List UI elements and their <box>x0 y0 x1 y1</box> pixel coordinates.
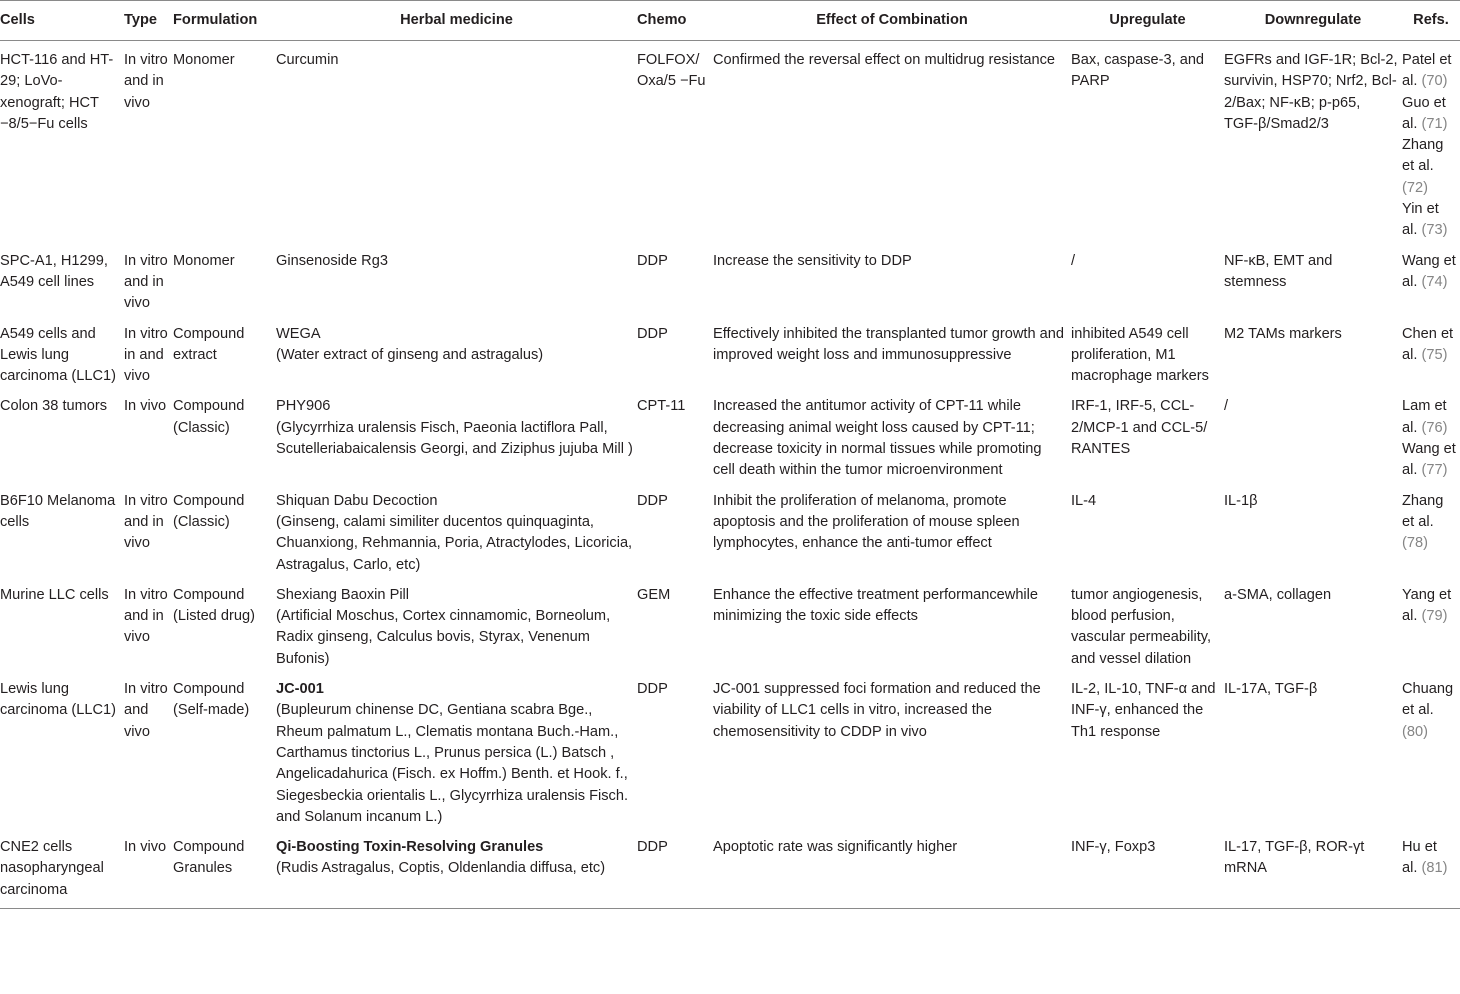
ref-author: Wang et al. <box>1402 252 1456 290</box>
header-type: Type <box>124 1 173 41</box>
cell-refs <box>1402 482 1460 576</box>
herbal-name: Qi-Boosting Toxin-Resolving Granules <box>276 839 544 856</box>
cell-formulation: Compound Granules <box>173 828 276 908</box>
ref-entry <box>1402 396 1456 439</box>
header-herbal-medicine: Herbal medicine <box>276 1 637 41</box>
cell-upregulate: IL-2, IL-10, TNF-α and INF-γ, enhanced the Th1 response <box>1071 681 1216 740</box>
ref-author: Patel et al. <box>1402 52 1452 90</box>
cell-effect: Confirmed the reversal effect on multidrug resistance <box>713 52 1056 68</box>
ref-number-link[interactable]: (80) <box>1402 723 1428 740</box>
cell-downregulate: IL-17A, TGF-β <box>1224 681 1318 698</box>
cell-upregulate: inhibited A549 cell proliferation, M1 macrophage markers <box>1071 325 1209 385</box>
cell-formulation: Monomer <box>173 252 235 269</box>
table-row <box>0 576 1460 670</box>
cell-type: In vitro and in vivo <box>124 586 168 646</box>
cell-herbal-medicine <box>276 242 637 315</box>
herbal-name: WEGA <box>276 325 321 342</box>
cell-upregulate: IL-4 <box>1071 492 1097 509</box>
table-header-row <box>0 1 1460 41</box>
cell-type: In vivo <box>124 828 173 908</box>
cell-effect: JC-001 suppressed foci formation and reduced the viability of LLC1 cells in vitro, increased the chemosensitivity to CDDP in vivo <box>713 681 1041 740</box>
cell-chemo: DDP <box>637 492 668 509</box>
cell-herbal-medicine <box>276 482 637 576</box>
cell-effect: Increase the sensitivity to DDP <box>713 252 912 269</box>
ref-author: Yin et al. <box>1402 201 1439 239</box>
cell-upregulate: / <box>1071 252 1076 269</box>
herbal-detail: (Rudis Astragalus, Coptis, Oldenlandia diffusa, etc) <box>276 860 606 877</box>
cell-refs <box>1402 387 1460 481</box>
ref-entry <box>1402 251 1456 294</box>
cell-herbal-medicine <box>276 670 637 828</box>
ref-entry <box>1402 439 1456 482</box>
ref-author: Chen et al. <box>1402 325 1454 363</box>
cell-chemo: DDP <box>637 828 713 908</box>
herbal-detail: (Water extract of ginseng and astragalus) <box>276 346 544 363</box>
cell-chemo: DDP <box>637 681 668 698</box>
cell-refs <box>1402 576 1460 670</box>
cell-herbal-medicine <box>276 41 637 242</box>
cell-herbal-medicine <box>276 828 637 908</box>
ref-entry <box>1402 324 1456 367</box>
herbal-detail: (Ginseng, calami similiter ducentos quinquaginta, Chuanxiong, Rehmannia, Poria, Atractylodes, Licoricia, Astragalus, Carlo, etc) <box>276 513 633 573</box>
cell-formulation: Compound (Listed drug) <box>173 586 255 625</box>
ref-number-link[interactable]: (78) <box>1402 535 1428 552</box>
cell-cells: B6F10 Melanoma cells <box>0 492 116 530</box>
cell-formulation: Compound (Classic) <box>173 398 245 436</box>
cell-chemo: DDP <box>637 252 668 269</box>
ref-author: Guo et al. <box>1402 94 1446 132</box>
herbal-name: Shexiang Baoxin Pill <box>276 586 410 603</box>
header-cells: Cells <box>0 1 124 41</box>
cell-refs <box>1402 315 1460 388</box>
cell-refs <box>1402 242 1460 315</box>
cell-upregulate: IRF-1, IRF-5, CCL-2/MCP-1 and CCL-5/ RANTES <box>1071 398 1208 458</box>
herbal-name: Curcumin <box>276 52 339 68</box>
ref-author: Yang et al. <box>1402 586 1452 625</box>
ref-entry <box>1402 491 1456 555</box>
cell-type: In vitro and in vivo <box>124 252 168 312</box>
cell-chemo: CPT-11 <box>637 398 686 415</box>
cell-type: In vitro in and vivo <box>124 325 168 385</box>
herbal-detail: (Artificial Moschus, Cortex cinnamomic, Borneolum, Radix ginseng, Calculus bovis, Styrax, Venenum Bufonis) <box>276 608 611 667</box>
cell-downregulate: EGFRs and IGF-1R; Bcl-2, survivin, HSP70; Nrf2, Bcl-2/Bax; NF-κB; p-p65, TGF-β/Smad2/3 <box>1224 52 1398 132</box>
cell-downregulate: IL-1β <box>1224 492 1258 509</box>
cell-herbal-medicine <box>276 387 637 481</box>
cell-effect: Effectively inhibited the transplanted tumor growth and improved weight loss and immunosuppressive <box>713 325 1064 363</box>
ref-entry <box>1402 50 1456 93</box>
table-row <box>0 482 1460 576</box>
cell-type: In vitro and in vivo <box>124 52 168 111</box>
ref-number-link[interactable]: (75) <box>1421 346 1448 363</box>
cell-formulation: Compound (Classic) <box>173 492 245 530</box>
header-chemo: Chemo <box>637 1 713 41</box>
ref-entry <box>1402 199 1456 242</box>
cell-cells: CNE2 cells nasopharyngeal carcinoma <box>0 828 124 908</box>
cell-herbal-medicine <box>276 315 637 388</box>
ref-author: Chuang et al. <box>1402 681 1454 719</box>
cell-downregulate: / <box>1224 398 1229 415</box>
cell-type: In vivo <box>124 398 167 415</box>
herbal-name: JC-001 <box>276 681 324 698</box>
ref-number-link[interactable]: (81) <box>1421 860 1448 877</box>
table-row <box>0 387 1460 481</box>
ref-entry <box>1402 585 1456 628</box>
cell-effect: Inhibit the proliferation of melanoma, promote apoptosis and the proliferation of mouse spleen lymphocytes, enhance the anti-tumor effect <box>713 492 1020 552</box>
table-row <box>0 315 1460 388</box>
ref-author: Zhang et al. <box>1402 137 1444 175</box>
cell-herbal-medicine <box>276 576 637 670</box>
cell-upregulate: tumor angiogenesis, blood perfusion, vascular permeability, and vessel dilation <box>1071 586 1212 667</box>
ref-entry <box>1402 93 1456 136</box>
cell-downregulate: a-SMA, collagen <box>1224 586 1332 603</box>
cell-chemo: FOLFOX/ Oxa/5 −Fu <box>637 52 706 90</box>
ref-author: Wang et al. <box>1402 441 1456 479</box>
table-row <box>0 242 1460 315</box>
cell-cells: HCT-116 and HT-29; LoVo-xenograft; HCT −8/5−Fu cells <box>0 52 114 132</box>
ref-number-link[interactable]: (72) <box>1402 179 1428 196</box>
cell-type: In vitro and vivo <box>124 681 168 740</box>
herbal-name: Ginsenoside Rg3 <box>276 252 388 269</box>
cell-upregulate: INF-γ, Foxp3 <box>1071 828 1224 908</box>
ref-entry <box>1402 837 1456 880</box>
cell-downregulate: M2 TAMs markers <box>1224 325 1342 342</box>
cell-cells: Colon 38 tumors <box>0 398 108 415</box>
header-upregulate: Upregulate <box>1071 1 1224 41</box>
herbal-name: PHY906 <box>276 398 331 415</box>
herbal-detail: (Glycyrrhiza uralensis Fisch, Paeonia lactiflora Pall, Scutelleriabaicalensis Georgi, and Ziziphus jujuba Mill ) <box>276 419 633 458</box>
ref-entry <box>1402 679 1456 743</box>
ref-number-link[interactable]: (70) <box>1421 73 1448 90</box>
ref-number-link[interactable]: (73) <box>1421 222 1448 239</box>
cell-formulation: Compound (Self-made) <box>173 681 250 719</box>
cell-cells: SPC-A1, H1299, A549 cell lines <box>0 252 108 290</box>
table-row <box>0 41 1460 242</box>
header-downregulate: Downregulate <box>1224 1 1402 41</box>
header-refs: Refs. <box>1402 1 1460 41</box>
table-body <box>0 41 1460 909</box>
cell-chemo: GEM <box>637 586 671 603</box>
header-effect: Effect of Combination <box>713 1 1071 41</box>
cell-refs <box>1402 41 1460 242</box>
ref-entry <box>1402 135 1456 199</box>
ref-number-link[interactable]: (71) <box>1421 115 1448 132</box>
header-formulation: Formulation <box>173 1 276 41</box>
cell-refs <box>1402 670 1460 828</box>
cell-downregulate: NF-κB, EMT and stemness <box>1224 252 1333 290</box>
ref-author: Zhang et al. <box>1402 492 1444 530</box>
cell-cells: Lewis lung carcinoma (LLC1) <box>0 681 116 719</box>
ref-number-link[interactable]: (79) <box>1421 608 1448 625</box>
cell-chemo: DDP <box>637 325 668 342</box>
cell-refs <box>1402 828 1460 908</box>
cell-downregulate: IL-17, TGF-β, ROR-γt mRNA <box>1224 828 1402 908</box>
cell-effect: Increased the antitumor activity of CPT-11 while decreasing animal weight loss caused by CPT-11; decrease toxicity in normal tissues while promoting cell death within the tumor microenvironment <box>713 398 1042 479</box>
cell-cells: Murine LLC cells <box>0 586 109 603</box>
ref-author: Lam et al. <box>1402 398 1447 436</box>
ref-number-link[interactable]: (74) <box>1421 273 1448 290</box>
ref-number-link[interactable]: (76) <box>1421 419 1448 436</box>
cell-upregulate: Bax, caspase-3, and PARP <box>1071 52 1205 90</box>
herbal-detail: (Bupleurum chinense DC, Gentiana scabra Bge., Rheum palmatum L., Clematis montana Buch.-Ham., Carthamus tinctorius L., Prunus persica (L.) Batsch , Angelicadahurica (Fisch. ex Hoffm.) Benth. et Hook. f., Siegesbeckia orientalis L., Glycyrrhiza uralensis Fisch. and Solanum incanum L.) <box>276 702 629 825</box>
herbal-name: Shiquan Dabu Decoction <box>276 492 438 509</box>
table-row <box>0 670 1460 828</box>
cell-formulation: Compound extract <box>173 325 245 363</box>
cell-effect: Enhance the effective treatment performancewhile minimizing the toxic side effects <box>713 586 1039 625</box>
ref-author: Hu et al. <box>1402 839 1437 877</box>
cell-formulation: Monomer <box>173 52 235 68</box>
cell-cells: A549 cells and Lewis lung carcinoma (LLC1) <box>0 325 116 385</box>
ref-number-link[interactable]: (77) <box>1421 462 1448 479</box>
table-row <box>0 828 1460 908</box>
cell-type: In vitro and in vivo <box>124 492 168 552</box>
cell-effect: Apoptotic rate was significantly higher <box>713 828 1071 908</box>
